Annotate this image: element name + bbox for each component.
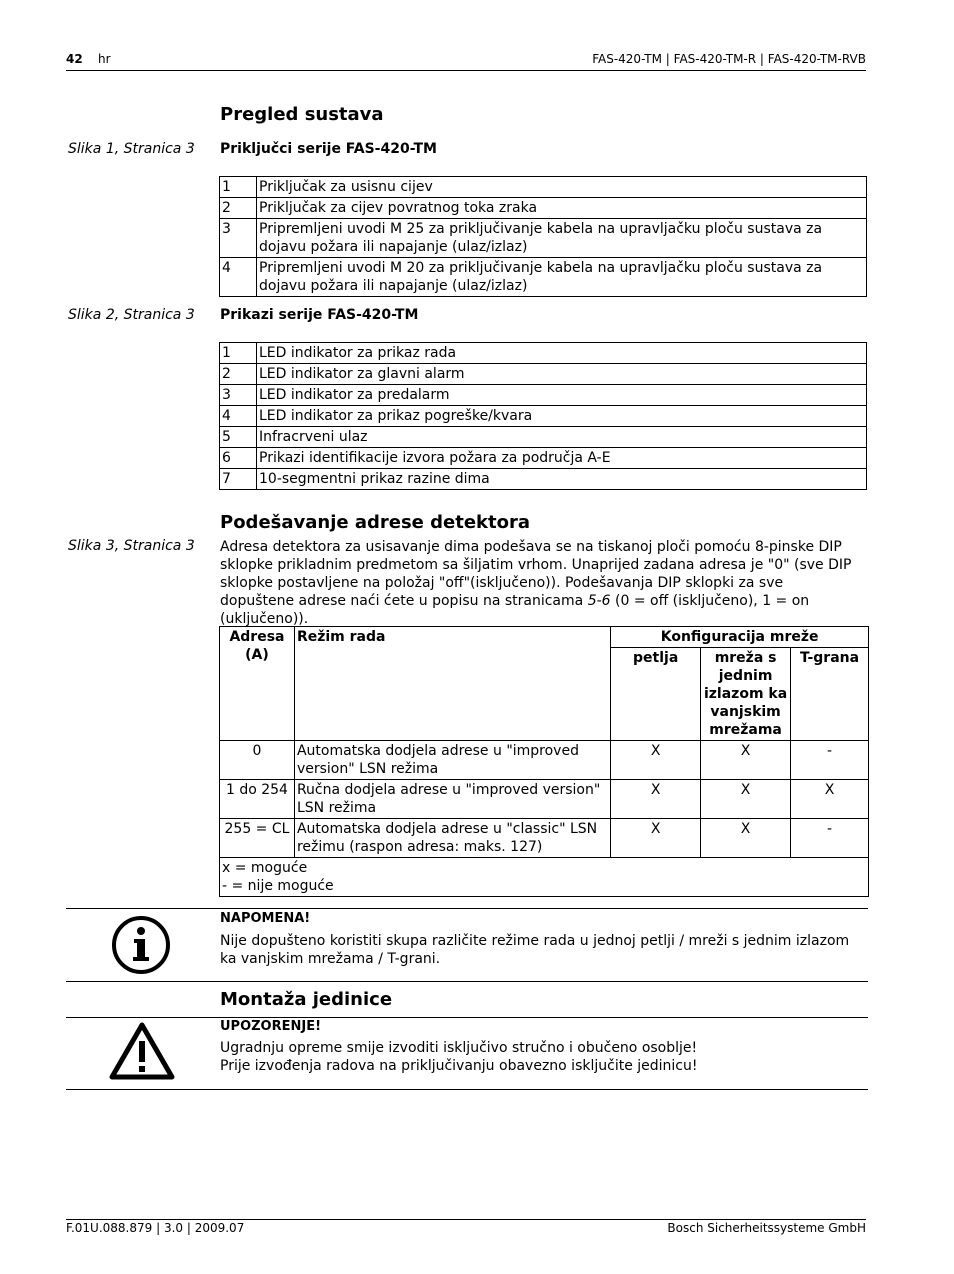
row-number: 4	[220, 258, 257, 297]
warning-text: Ugradnju opreme smije izvoditi isključivo stručno i obučeno osoblje! Prije izvođenja radova na priključivanju obavezno isključite jedinicu!	[220, 1040, 698, 1074]
warning-bottom-rule	[66, 1089, 868, 1090]
table-legend: x = moguće - = nije moguće	[220, 858, 869, 897]
row-number: 1	[220, 177, 257, 198]
row-text: Prikazi identifikacije izvora požara za područja A-E	[257, 448, 867, 469]
th-network: Konfiguracija mreže	[611, 627, 869, 648]
config-row	[220, 819, 869, 858]
figure-ref-1: Slika 1, Stranica 3	[68, 141, 195, 157]
row-text: Pripremljeni uvodi M 25 za priključivanje kabela na upravljačku ploču sustava za dojavu požara ili napajanje (ulaz/izlaz)	[257, 219, 867, 258]
language-code: hr	[98, 52, 111, 66]
th-single-output: mreža s jednim izlazom ka vanjskim mrežama	[701, 648, 791, 741]
warning-top-rule	[66, 1017, 868, 1018]
connection-row	[220, 258, 867, 297]
cell-mode: Automatska dodjela adrese u "improved version" LSN režima	[294, 741, 610, 780]
displays-table	[219, 342, 867, 490]
warning-icon	[108, 1020, 176, 1086]
footer-doc-id: F.01U.088.879 | 3.0 | 2009.07	[66, 1221, 245, 1235]
row-number: 6	[220, 448, 257, 469]
cell-single-output: X	[701, 819, 791, 858]
footer-rule	[66, 1219, 866, 1220]
connection-row	[220, 177, 867, 198]
row-text: 10-segmentni prikaz razine dima	[257, 469, 867, 490]
note-title: NAPOMENA!	[220, 911, 311, 926]
cell-tbranch: X	[791, 780, 869, 819]
row-text: LED indikator za predalarm	[257, 385, 867, 406]
figure-caption-1: Priključci serije FAS-420-TM	[220, 141, 437, 157]
cell-mode: Ručna dodjela adrese u "improved version" LSN režima	[294, 780, 610, 819]
cell-loop: X	[611, 819, 701, 858]
row-text: Priključak za usisnu cijev	[257, 177, 867, 198]
cell-address: 1 do 254	[220, 780, 295, 819]
row-number: 3	[220, 219, 257, 258]
row-text: Pripremljeni uvodi M 20 za priključivanje kabela na upravljačku ploču sustava za dojavu požara ili napajanje (ulaz/izlaz)	[257, 258, 867, 297]
note-top-rule	[66, 908, 868, 909]
footer-company: Bosch Sicherheitssysteme GmbH	[667, 1221, 866, 1235]
display-row	[220, 406, 867, 427]
note-bottom-rule	[66, 981, 868, 982]
row-text: Infracrveni ulaz	[257, 427, 867, 448]
info-icon	[110, 914, 172, 980]
cell-mode: Automatska dodjela adrese u "classic" LSN režimu (raspon adresa: maks. 127)	[294, 819, 610, 858]
warning-title: UPOZORENJE!	[220, 1019, 322, 1034]
page-number: 42	[66, 52, 83, 66]
display-row	[220, 469, 867, 490]
row-text: Priključak za cijev povratnog toka zraka	[257, 198, 867, 219]
th-loop: petlja	[611, 648, 701, 741]
cell-address: 255 = CL	[220, 819, 295, 858]
connection-row	[220, 198, 867, 219]
address-paragraph: Adresa detektora za usisavanje dima podešava se na tiskanoj ploči pomoću 8-pinske DIP sklopke prikladnim predmetom sa šiljatim vrhom. Unaprijed zadana adresa je "0" (sve DIP sklopke postavljene na položaj "off"(isključeno)). Podešavanja DIP sklopki za sve dopuštene adrese naći ćete u popisu na stranicama 5-6 (0 = off (isključeno), 1 = on (uključeno)).	[220, 539, 852, 627]
row-number: 7	[220, 469, 257, 490]
display-row	[220, 343, 867, 364]
config-row	[220, 780, 869, 819]
section-title-address: Podešavanje adrese detektora	[220, 512, 531, 533]
figure-ref-2: Slika 2, Stranica 3	[68, 307, 195, 323]
connections-table	[219, 176, 867, 297]
th-address: Adresa (A)	[220, 627, 295, 741]
figure-ref-3: Slika 3, Stranica 3	[68, 538, 195, 554]
row-number: 3	[220, 385, 257, 406]
cell-loop: X	[611, 780, 701, 819]
display-row	[220, 427, 867, 448]
th-tbranch: T-grana	[791, 648, 869, 741]
row-number: 2	[220, 198, 257, 219]
row-text: LED indikator za glavni alarm	[257, 364, 867, 385]
cell-single-output: X	[701, 780, 791, 819]
address-config-table	[219, 626, 869, 897]
display-row	[220, 385, 867, 406]
section-title-mounting: Montaža jedinice	[220, 989, 393, 1010]
row-number: 1	[220, 343, 257, 364]
row-text: LED indikator za prikaz rada	[257, 343, 867, 364]
connection-row	[220, 219, 867, 258]
cell-tbranch: -	[791, 741, 869, 780]
product-header: FAS-420-TM | FAS-420-TM-R | FAS-420-TM-RVB	[592, 52, 866, 66]
cell-single-output: X	[701, 741, 791, 780]
note-text: Nije dopušteno koristiti skupa različite režime rada u jednoj petlji / mreži s jednim izlazom ka vanjskim mrežama / T-grani.	[220, 933, 850, 967]
config-row	[220, 741, 869, 780]
cell-tbranch: -	[791, 819, 869, 858]
section-title-overview: Pregled sustava	[220, 104, 384, 125]
th-mode: Režim rada	[294, 627, 610, 741]
header-rule	[66, 70, 866, 71]
row-text: LED indikator za prikaz pogreške/kvara	[257, 406, 867, 427]
cell-loop: X	[611, 741, 701, 780]
row-number: 4	[220, 406, 257, 427]
figure-caption-2: Prikazi serije FAS-420-TM	[220, 307, 419, 323]
display-row	[220, 364, 867, 385]
row-number: 5	[220, 427, 257, 448]
row-number: 2	[220, 364, 257, 385]
cell-address: 0	[220, 741, 295, 780]
display-row	[220, 448, 867, 469]
